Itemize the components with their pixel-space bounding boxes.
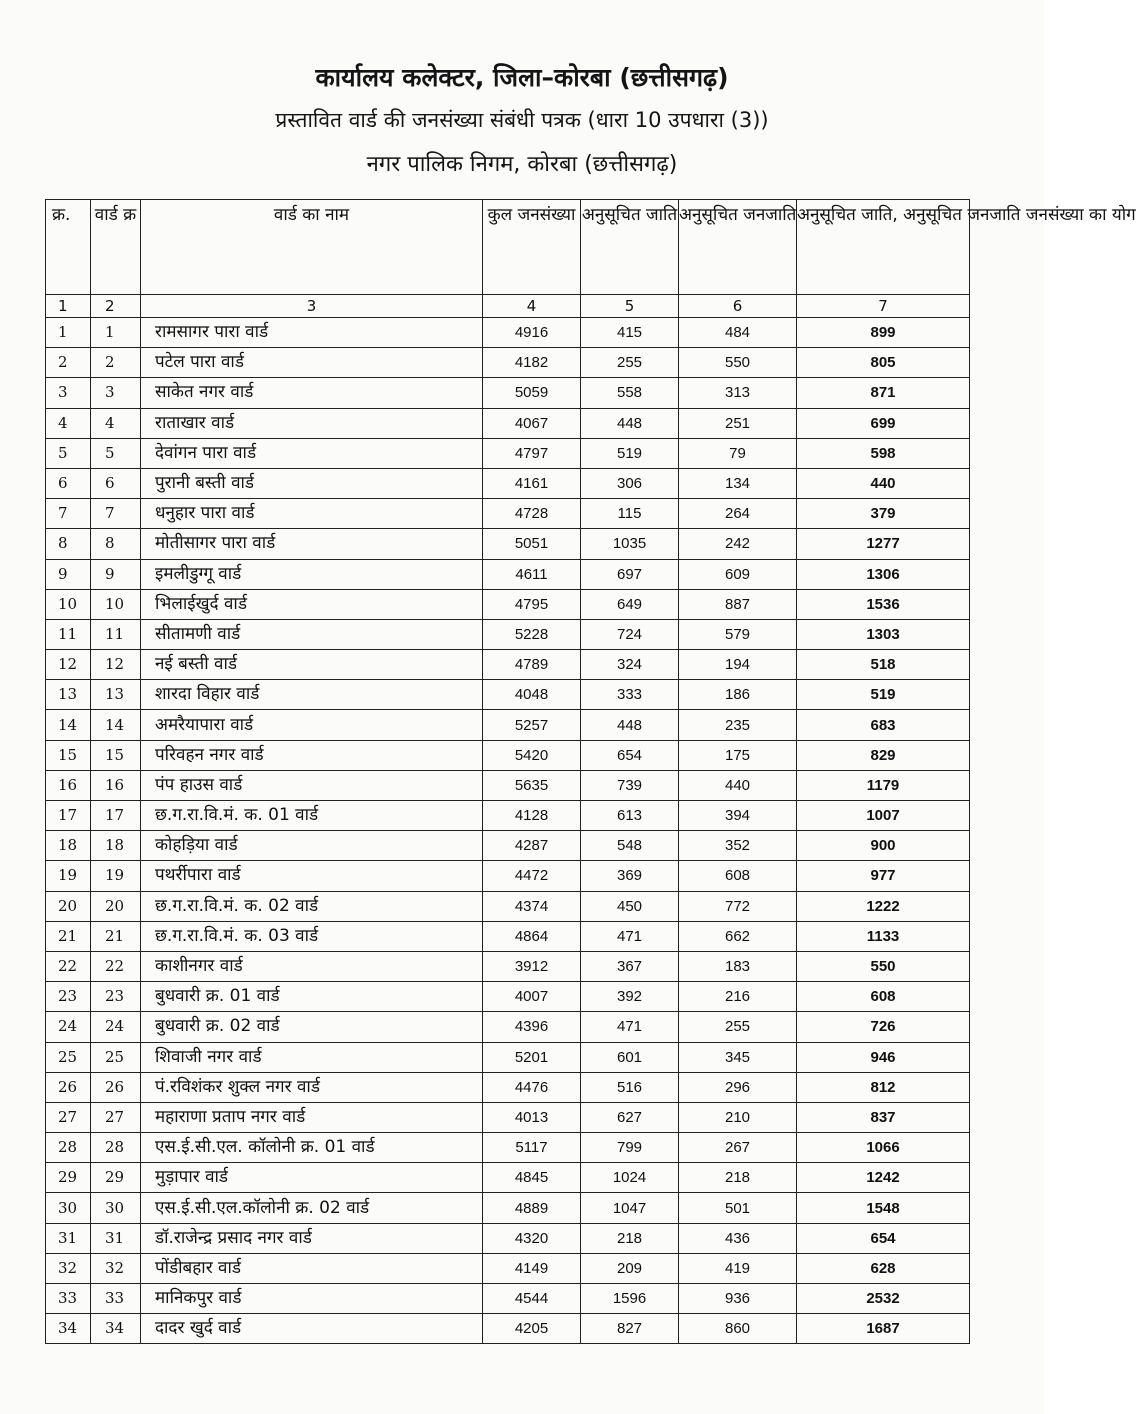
cell-st: 134 xyxy=(679,468,797,498)
cell-sc: 799 xyxy=(581,1133,679,1163)
cell-serial: 5 xyxy=(46,438,91,468)
cell-total-population: 5117 xyxy=(483,1133,581,1163)
cell-sc: 1024 xyxy=(581,1163,679,1193)
table-row xyxy=(46,1314,970,1344)
cell-total-population: 4048 xyxy=(483,680,581,710)
cell-total-population: 4476 xyxy=(483,1072,581,1102)
cell-sc: 827 xyxy=(581,1314,679,1344)
cell-st: 772 xyxy=(679,891,797,921)
cell-st: 267 xyxy=(679,1133,797,1163)
cell-serial: 34 xyxy=(46,1314,91,1344)
cell-ward-name: बुधवारी क्र. 01 वार्ड xyxy=(141,982,483,1012)
cell-total-population: 4374 xyxy=(483,891,581,921)
cell-sc-st-total: 654 xyxy=(797,1223,970,1253)
cell-sc-st-total: 1687 xyxy=(797,1314,970,1344)
col-header-sc-st-total: अनुसूचित जाति, अनुसूचित जनजाति जनसंख्या का योग xyxy=(797,200,970,295)
cell-sc: 516 xyxy=(581,1072,679,1102)
cell-sc: 367 xyxy=(581,951,679,981)
cell-serial: 17 xyxy=(46,801,91,831)
cell-total-population: 4864 xyxy=(483,921,581,951)
table-row xyxy=(46,680,970,710)
cell-ward-no: 20 xyxy=(91,891,141,921)
col-header-ward-no: वार्ड क्र xyxy=(91,200,141,295)
cell-sc: 649 xyxy=(581,589,679,619)
cell-ward-no: 14 xyxy=(91,710,141,740)
cell-total-population: 4396 xyxy=(483,1012,581,1042)
cell-st: 887 xyxy=(679,589,797,619)
cell-serial: 26 xyxy=(46,1072,91,1102)
cell-ward-name: एस.ई.सी.एल. कॉलोनी क्र. 01 वार्ड xyxy=(141,1133,483,1163)
cell-ward-no: 4 xyxy=(91,408,141,438)
cell-sc-st-total: 871 xyxy=(797,378,970,408)
cell-sc-st-total: 977 xyxy=(797,861,970,891)
cell-sc: 548 xyxy=(581,831,679,861)
cell-total-population: 4916 xyxy=(483,318,581,348)
cell-sc: 697 xyxy=(581,559,679,589)
cell-sc-st-total: 1306 xyxy=(797,559,970,589)
cell-sc: 739 xyxy=(581,770,679,800)
cell-serial: 4 xyxy=(46,408,91,438)
cell-st: 579 xyxy=(679,619,797,649)
cell-serial: 10 xyxy=(46,589,91,619)
cell-ward-no: 16 xyxy=(91,770,141,800)
cell-sc: 601 xyxy=(581,1042,679,1072)
cell-sc-st-total: 518 xyxy=(797,650,970,680)
cell-ward-name: अमरैयापारा वार्ड xyxy=(141,710,483,740)
cell-ward-no: 24 xyxy=(91,1012,141,1042)
cell-sc: 450 xyxy=(581,891,679,921)
cell-serial: 6 xyxy=(46,468,91,498)
cell-sc: 115 xyxy=(581,499,679,529)
column-number: 3 xyxy=(141,295,483,318)
cell-sc: 1047 xyxy=(581,1193,679,1223)
cell-serial: 2 xyxy=(46,348,91,378)
cell-serial: 11 xyxy=(46,619,91,649)
cell-total-population: 4320 xyxy=(483,1223,581,1253)
cell-sc: 392 xyxy=(581,982,679,1012)
cell-sc-st-total: 1222 xyxy=(797,891,970,921)
cell-ward-name: भिलाईखुर्द वार्ड xyxy=(141,589,483,619)
cell-ward-name: पंप हाउस वार्ड xyxy=(141,770,483,800)
cell-st: 550 xyxy=(679,348,797,378)
cell-sc-st-total: 1303 xyxy=(797,619,970,649)
cell-sc-st-total: 598 xyxy=(797,438,970,468)
cell-ward-name: काशीनगर वार्ड xyxy=(141,951,483,981)
cell-ward-no: 28 xyxy=(91,1133,141,1163)
cell-ward-no: 13 xyxy=(91,680,141,710)
cell-st: 394 xyxy=(679,801,797,831)
cell-ward-no: 25 xyxy=(91,1042,141,1072)
cell-ward-name: परिवहन नगर वार्ड xyxy=(141,740,483,770)
cell-st: 218 xyxy=(679,1163,797,1193)
cell-serial: 25 xyxy=(46,1042,91,1072)
cell-st: 216 xyxy=(679,982,797,1012)
cell-st: 186 xyxy=(679,680,797,710)
cell-sc-st-total: 1133 xyxy=(797,921,970,951)
cell-total-population: 4889 xyxy=(483,1193,581,1223)
cell-serial: 1 xyxy=(46,318,91,348)
cell-total-population: 4149 xyxy=(483,1253,581,1283)
cell-st: 345 xyxy=(679,1042,797,1072)
cell-st: 235 xyxy=(679,710,797,740)
table-row xyxy=(46,408,970,438)
table-row xyxy=(46,650,970,680)
cell-sc: 519 xyxy=(581,438,679,468)
cell-sc: 324 xyxy=(581,650,679,680)
cell-serial: 8 xyxy=(46,529,91,559)
table-row xyxy=(46,378,970,408)
cell-ward-no: 6 xyxy=(91,468,141,498)
cell-st: 609 xyxy=(679,559,797,589)
cell-sc-st-total: 1536 xyxy=(797,589,970,619)
cell-ward-name: मानिकपुर वार्ड xyxy=(141,1284,483,1314)
office-title: कार्यालय कलेक्टर, जिला–कोरबा (छत्तीसगढ़) xyxy=(315,63,729,92)
cell-sc-st-total: 1179 xyxy=(797,770,970,800)
table-row xyxy=(46,891,970,921)
cell-st: 501 xyxy=(679,1193,797,1223)
cell-total-population: 5257 xyxy=(483,710,581,740)
cell-sc-st-total: 2532 xyxy=(797,1284,970,1314)
column-number-row xyxy=(46,295,970,318)
ward-population-table xyxy=(45,199,1136,1344)
cell-total-population: 4797 xyxy=(483,438,581,468)
cell-ward-no: 31 xyxy=(91,1223,141,1253)
cell-sc: 333 xyxy=(581,680,679,710)
cell-ward-name: दादर खुर्द वार्ड xyxy=(141,1314,483,1344)
cell-sc-st-total: 550 xyxy=(797,951,970,981)
cell-serial: 31 xyxy=(46,1223,91,1253)
cell-ward-no: 34 xyxy=(91,1314,141,1344)
cell-st: 860 xyxy=(679,1314,797,1344)
document-subtitle: प्रस्तावित वार्ड की जनसंख्या संबंधी पत्रक (धारा 10 उपधारा (3)) xyxy=(275,108,769,132)
cell-ward-name: एस.ई.सी.एल.कॉलोनी क्र. 02 वार्ड xyxy=(141,1193,483,1223)
cell-sc-st-total: 837 xyxy=(797,1102,970,1132)
cell-sc-st-total: 805 xyxy=(797,348,970,378)
cell-ward-name: छ.ग.रा.वि.मं. क. 03 वार्ड xyxy=(141,921,483,951)
column-number: 6 xyxy=(679,295,797,318)
col-header-ward-name: वार्ड का नाम xyxy=(141,200,483,295)
cell-serial: 20 xyxy=(46,891,91,921)
table-row xyxy=(46,770,970,800)
cell-ward-name: शिवाजी नगर वार्ड xyxy=(141,1042,483,1072)
column-number: 5 xyxy=(581,295,679,318)
cell-ward-no: 3 xyxy=(91,378,141,408)
cell-ward-name: मोतीसागर पारा वार्ड xyxy=(141,529,483,559)
cell-ward-no: 32 xyxy=(91,1253,141,1283)
cell-total-population: 5420 xyxy=(483,740,581,770)
cell-ward-no: 21 xyxy=(91,921,141,951)
table-row xyxy=(46,1012,970,1042)
cell-serial: 13 xyxy=(46,680,91,710)
cell-total-population: 4795 xyxy=(483,589,581,619)
cell-ward-no: 15 xyxy=(91,740,141,770)
cell-sc: 448 xyxy=(581,710,679,740)
cell-serial: 23 xyxy=(46,982,91,1012)
cell-serial: 33 xyxy=(46,1284,91,1314)
cell-total-population: 4007 xyxy=(483,982,581,1012)
table-row xyxy=(46,861,970,891)
cell-ward-no: 12 xyxy=(91,650,141,680)
cell-ward-no: 27 xyxy=(91,1102,141,1132)
table-row xyxy=(46,1284,970,1314)
cell-ward-name: छ.ग.रा.वि.मं. क. 02 वार्ड xyxy=(141,891,483,921)
table-row xyxy=(46,710,970,740)
table-row xyxy=(46,468,970,498)
cell-sc-st-total: 683 xyxy=(797,710,970,740)
cell-total-population: 4013 xyxy=(483,1102,581,1132)
cell-serial: 7 xyxy=(46,499,91,529)
cell-sc-st-total: 1007 xyxy=(797,801,970,831)
cell-ward-name: इमलीडुग्गू वार्ड xyxy=(141,559,483,589)
cell-ward-no: 33 xyxy=(91,1284,141,1314)
cell-serial: 30 xyxy=(46,1193,91,1223)
cell-sc-st-total: 608 xyxy=(797,982,970,1012)
cell-serial: 18 xyxy=(46,831,91,861)
cell-ward-no: 17 xyxy=(91,801,141,831)
cell-sc: 558 xyxy=(581,378,679,408)
cell-ward-no: 19 xyxy=(91,861,141,891)
cell-st: 436 xyxy=(679,1223,797,1253)
cell-ward-name: बुधवारी क्र. 02 वार्ड xyxy=(141,1012,483,1042)
cell-total-population: 5051 xyxy=(483,529,581,559)
cell-total-population: 4205 xyxy=(483,1314,581,1344)
cell-st: 608 xyxy=(679,861,797,891)
cell-total-population: 4472 xyxy=(483,861,581,891)
cell-ward-no: 26 xyxy=(91,1072,141,1102)
cell-st: 484 xyxy=(679,318,797,348)
column-number: 4 xyxy=(483,295,581,318)
col-header-serial: क्र. xyxy=(46,200,91,295)
cell-serial: 3 xyxy=(46,378,91,408)
cell-total-population: 4161 xyxy=(483,468,581,498)
table-row xyxy=(46,559,970,589)
cell-sc: 471 xyxy=(581,1012,679,1042)
cell-serial: 21 xyxy=(46,921,91,951)
cell-serial: 9 xyxy=(46,559,91,589)
col-header-st: अनुसूचित जनजाति xyxy=(679,200,797,295)
table-row xyxy=(46,1042,970,1072)
cell-ward-no: 29 xyxy=(91,1163,141,1193)
cell-ward-name: छ.ग.रा.वि.मं. क. 01 वार्ड xyxy=(141,801,483,831)
cell-sc: 471 xyxy=(581,921,679,951)
cell-sc-st-total: 829 xyxy=(797,740,970,770)
cell-total-population: 4544 xyxy=(483,1284,581,1314)
table-row xyxy=(46,1193,970,1223)
table-row xyxy=(46,589,970,619)
cell-st: 183 xyxy=(679,951,797,981)
table-row xyxy=(46,1223,970,1253)
table-row xyxy=(46,951,970,981)
cell-total-population: 5635 xyxy=(483,770,581,800)
cell-sc: 448 xyxy=(581,408,679,438)
table-row xyxy=(46,801,970,831)
cell-serial: 24 xyxy=(46,1012,91,1042)
cell-ward-name: पोंडीबहार वार्ड xyxy=(141,1253,483,1283)
cell-ward-no: 22 xyxy=(91,951,141,981)
cell-sc: 1035 xyxy=(581,529,679,559)
cell-ward-no: 30 xyxy=(91,1193,141,1223)
cell-total-population: 3912 xyxy=(483,951,581,981)
cell-st: 242 xyxy=(679,529,797,559)
cell-serial: 22 xyxy=(46,951,91,981)
cell-sc-st-total: 1242 xyxy=(797,1163,970,1193)
cell-sc: 654 xyxy=(581,740,679,770)
cell-sc: 724 xyxy=(581,619,679,649)
cell-ward-no: 2 xyxy=(91,348,141,378)
cell-ward-no: 7 xyxy=(91,499,141,529)
column-number: 2 xyxy=(91,295,141,318)
cell-sc: 255 xyxy=(581,348,679,378)
column-number: 1 xyxy=(46,295,91,318)
table-row xyxy=(46,1253,970,1283)
table-row xyxy=(46,831,970,861)
cell-sc-st-total: 726 xyxy=(797,1012,970,1042)
cell-sc-st-total: 1066 xyxy=(797,1133,970,1163)
cell-serial: 14 xyxy=(46,710,91,740)
cell-st: 264 xyxy=(679,499,797,529)
cell-total-population: 5059 xyxy=(483,378,581,408)
table-row xyxy=(46,348,970,378)
cell-sc: 209 xyxy=(581,1253,679,1283)
cell-sc: 306 xyxy=(581,468,679,498)
table-row xyxy=(46,499,970,529)
cell-total-population: 4611 xyxy=(483,559,581,589)
table-row xyxy=(46,1102,970,1132)
cell-sc: 218 xyxy=(581,1223,679,1253)
cell-ward-name: रामसागर पारा वार्ड xyxy=(141,318,483,348)
cell-sc: 415 xyxy=(581,318,679,348)
table-row xyxy=(46,438,970,468)
table-header-row xyxy=(46,200,970,295)
cell-total-population: 4182 xyxy=(483,348,581,378)
cell-ward-name: सीतामणी वार्ड xyxy=(141,619,483,649)
cell-total-population: 4728 xyxy=(483,499,581,529)
cell-total-population: 4128 xyxy=(483,801,581,831)
cell-total-population: 4287 xyxy=(483,831,581,861)
col-header-total-population: कुल जनसंख्या xyxy=(483,200,581,295)
cell-ward-name: कोहड़िया वार्ड xyxy=(141,831,483,861)
cell-st: 352 xyxy=(679,831,797,861)
cell-st: 419 xyxy=(679,1253,797,1283)
cell-sc-st-total: 812 xyxy=(797,1072,970,1102)
table-row xyxy=(46,1133,970,1163)
cell-ward-name: मुड़ापार वार्ड xyxy=(141,1163,483,1193)
cell-ward-name: महाराणा प्रताप नगर वार्ड xyxy=(141,1102,483,1132)
cell-sc: 369 xyxy=(581,861,679,891)
col-header-sc: अनुसूचित जाति xyxy=(581,200,679,295)
table-row xyxy=(46,740,970,770)
cell-ward-name: शारदा विहार वार्ड xyxy=(141,680,483,710)
cell-ward-name: पुरानी बस्ती वार्ड xyxy=(141,468,483,498)
cell-sc-st-total: 628 xyxy=(797,1253,970,1283)
cell-total-population: 4789 xyxy=(483,650,581,680)
cell-sc-st-total: 1548 xyxy=(797,1193,970,1223)
cell-st: 210 xyxy=(679,1102,797,1132)
cell-sc: 613 xyxy=(581,801,679,831)
table-row xyxy=(46,619,970,649)
cell-ward-no: 10 xyxy=(91,589,141,619)
cell-sc-st-total: 519 xyxy=(797,680,970,710)
cell-ward-no: 11 xyxy=(91,619,141,649)
cell-sc-st-total: 900 xyxy=(797,831,970,861)
cell-total-population: 5228 xyxy=(483,619,581,649)
cell-sc: 627 xyxy=(581,1102,679,1132)
cell-st: 662 xyxy=(679,921,797,951)
cell-st: 313 xyxy=(679,378,797,408)
table-row xyxy=(46,529,970,559)
cell-sc-st-total: 899 xyxy=(797,318,970,348)
cell-st: 440 xyxy=(679,770,797,800)
cell-sc-st-total: 379 xyxy=(797,499,970,529)
cell-st: 251 xyxy=(679,408,797,438)
cell-ward-name: नई बस्ती वार्ड xyxy=(141,650,483,680)
cell-ward-no: 23 xyxy=(91,982,141,1012)
cell-st: 936 xyxy=(679,1284,797,1314)
cell-st: 175 xyxy=(679,740,797,770)
cell-serial: 12 xyxy=(46,650,91,680)
cell-sc-st-total: 699 xyxy=(797,408,970,438)
cell-sc: 1596 xyxy=(581,1284,679,1314)
cell-serial: 28 xyxy=(46,1133,91,1163)
column-number: 7 xyxy=(797,295,970,318)
cell-ward-name: डॉ.राजेन्द्र प्रसाद नगर वार्ड xyxy=(141,1223,483,1253)
cell-st: 255 xyxy=(679,1012,797,1042)
cell-serial: 27 xyxy=(46,1102,91,1132)
cell-ward-no: 18 xyxy=(91,831,141,861)
cell-ward-name: राताखार वार्ड xyxy=(141,408,483,438)
cell-ward-name: साकेत नगर वार्ड xyxy=(141,378,483,408)
cell-ward-no: 1 xyxy=(91,318,141,348)
cell-serial: 15 xyxy=(46,740,91,770)
cell-ward-name: देवांगन पारा वार्ड xyxy=(141,438,483,468)
cell-ward-name: पथर्रीपारा वार्ड xyxy=(141,861,483,891)
cell-ward-name: पं.रविशंकर शुक्ल नगर वार्ड xyxy=(141,1072,483,1102)
cell-st: 79 xyxy=(679,438,797,468)
cell-sc-st-total: 946 xyxy=(797,1042,970,1072)
municipal-corporation-name: नगर पालिक निगम, कोरबा (छत्तीसगढ़) xyxy=(366,152,678,177)
table-row xyxy=(46,318,970,348)
cell-ward-name: पटेल पारा वार्ड xyxy=(141,348,483,378)
cell-sc-st-total: 1277 xyxy=(797,529,970,559)
cell-ward-no: 8 xyxy=(91,529,141,559)
cell-st: 296 xyxy=(679,1072,797,1102)
cell-total-population: 4067 xyxy=(483,408,581,438)
cell-st: 194 xyxy=(679,650,797,680)
table-row xyxy=(46,982,970,1012)
cell-serial: 29 xyxy=(46,1163,91,1193)
cell-serial: 16 xyxy=(46,770,91,800)
cell-serial: 32 xyxy=(46,1253,91,1283)
table-row xyxy=(46,921,970,951)
cell-serial: 19 xyxy=(46,861,91,891)
table-row xyxy=(46,1163,970,1193)
cell-ward-no: 5 xyxy=(91,438,141,468)
cell-total-population: 5201 xyxy=(483,1042,581,1072)
cell-ward-no: 9 xyxy=(91,559,141,589)
cell-sc-st-total: 440 xyxy=(797,468,970,498)
cell-ward-name: धनुहार पारा वार्ड xyxy=(141,499,483,529)
cell-total-population: 4845 xyxy=(483,1163,581,1193)
table-row xyxy=(46,1072,970,1102)
